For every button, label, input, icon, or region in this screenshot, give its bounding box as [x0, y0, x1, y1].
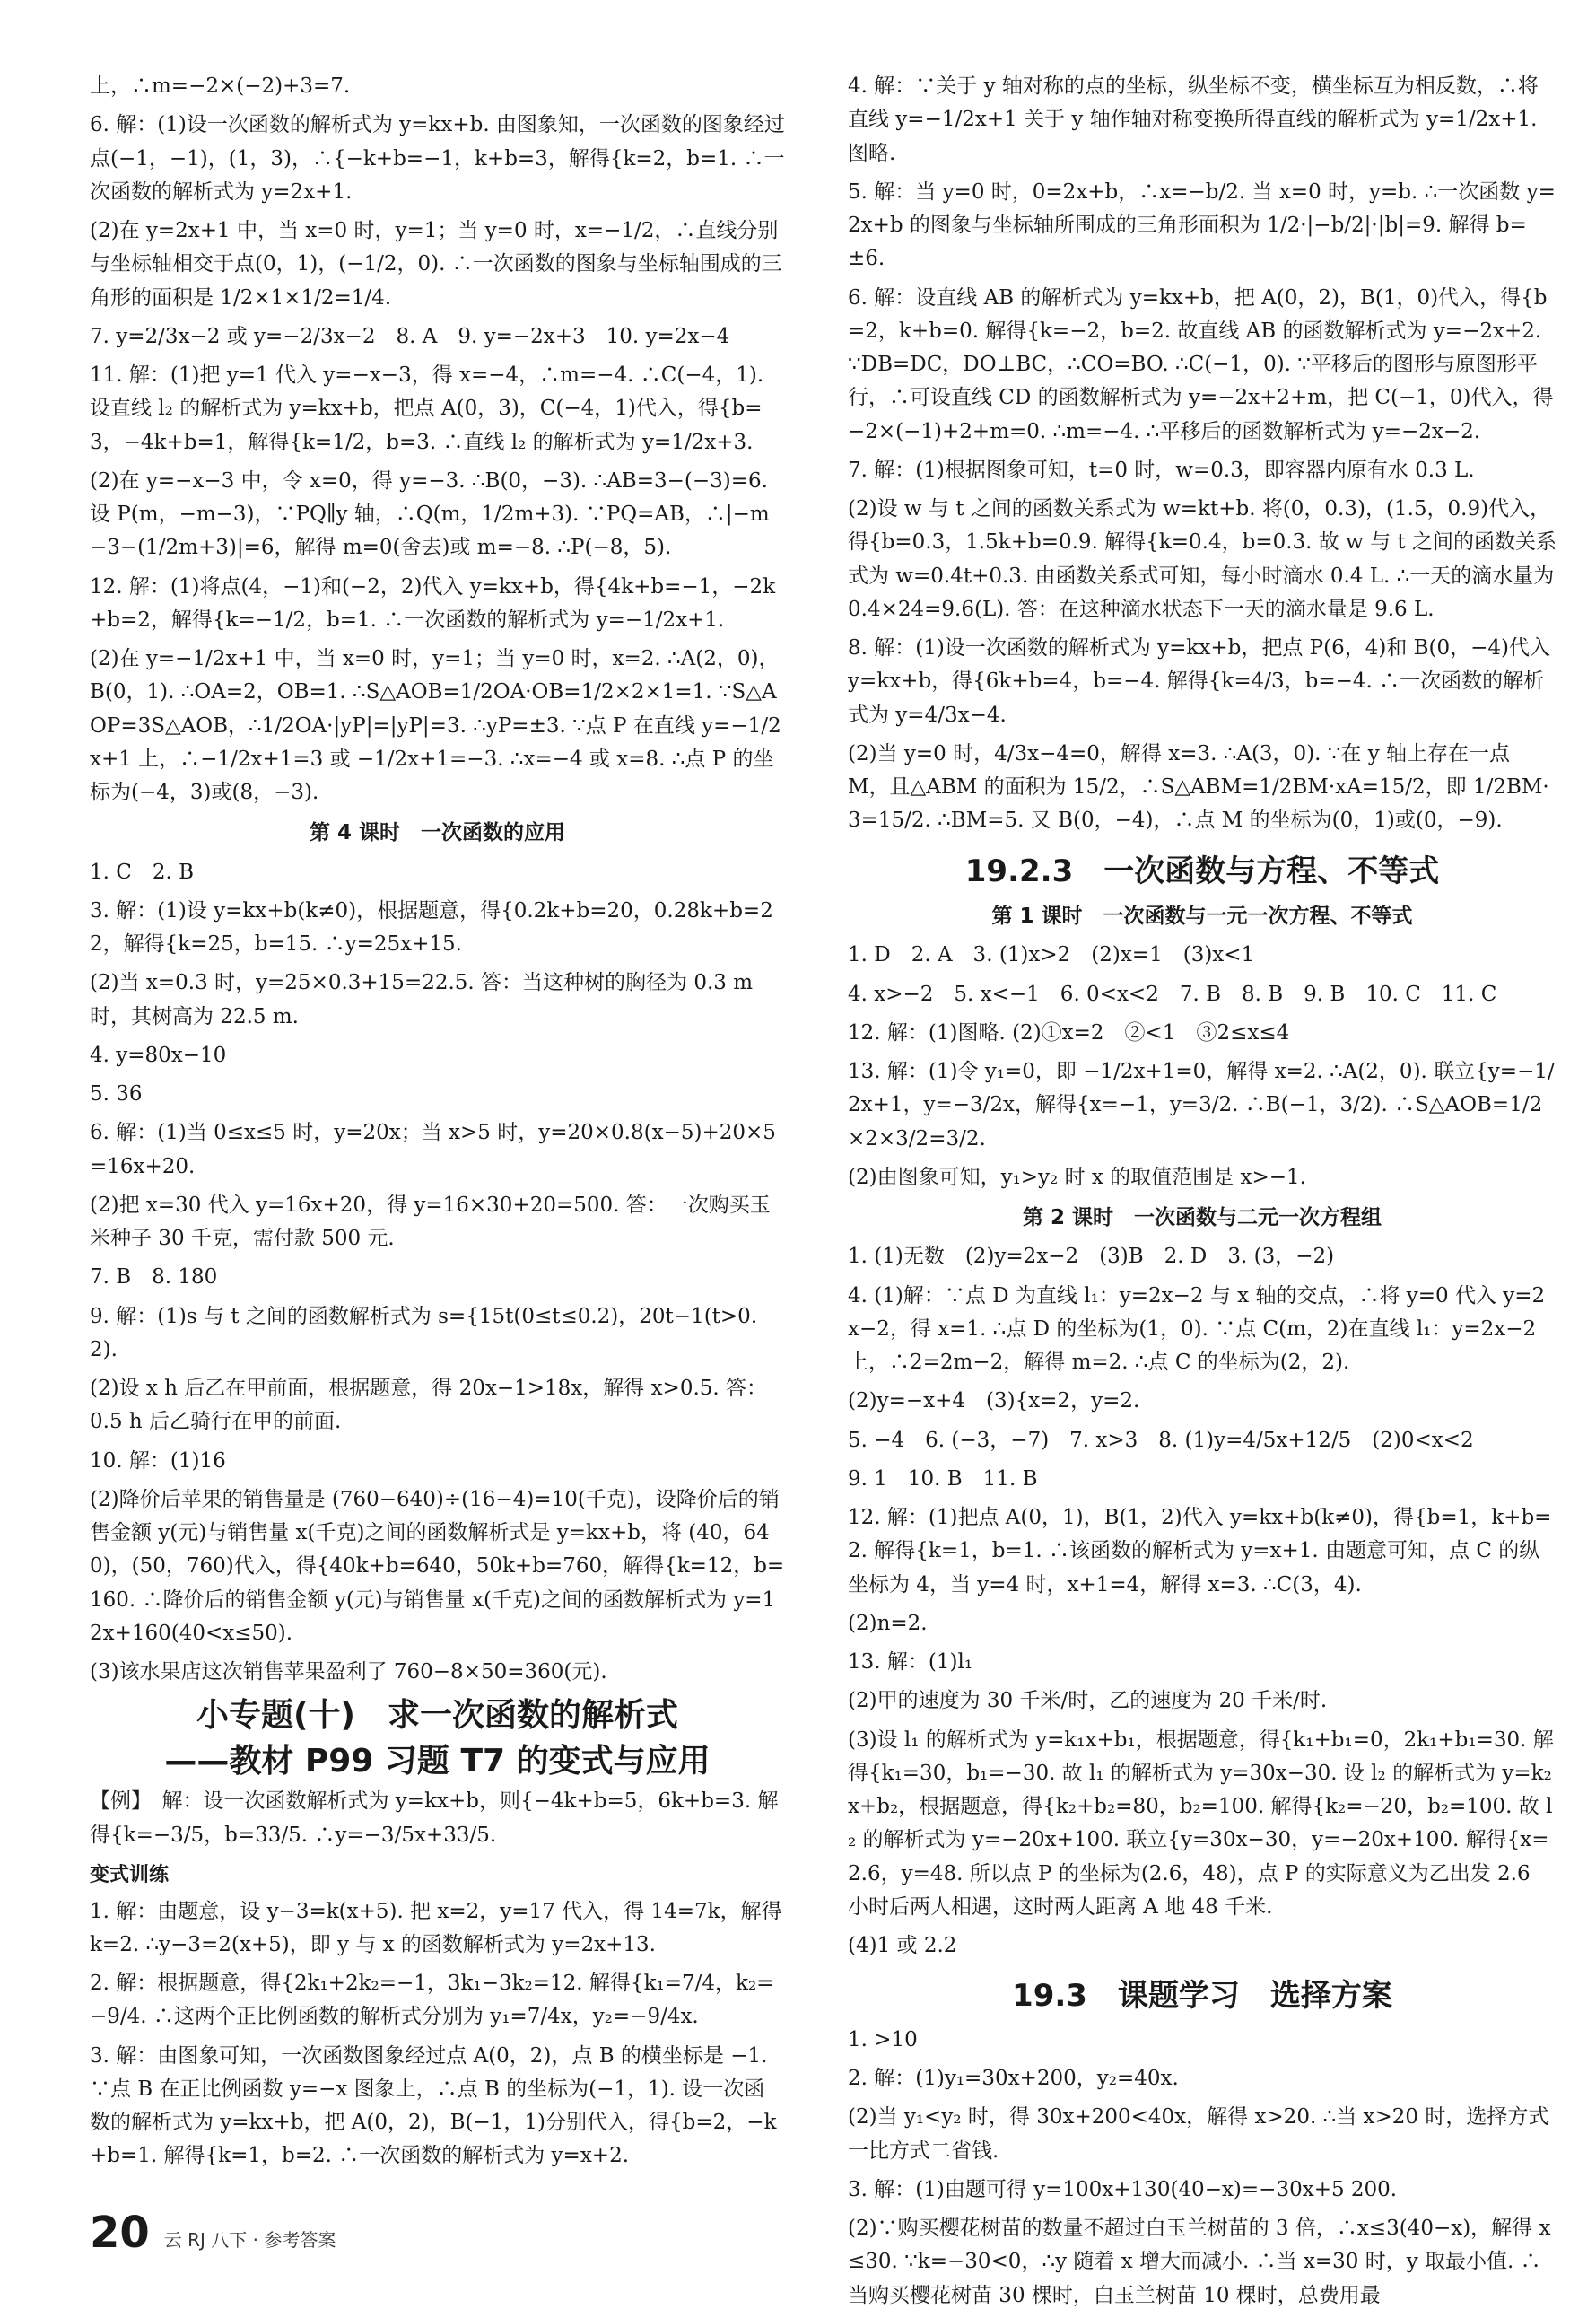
- answer-paragraph: 4. x>−2 5. x<−1 6. 0<x<2 7. B 8. B 9. B 10. C 11. C: [848, 982, 1497, 1006]
- answer-paragraph: 12. 解：(1)把点 A(0，1)，B(1，2)代入 y=kx+b(k≠0)，得{b=1，k+b=2. 解得{k=1，b=1. ∴该函数的解析式为 y=x+1. 由题意可知，点 C 的纵坐标为 4，当 y=4 时，x+1=4，解得 x=3. ∴C(3，4).: [848, 1506, 1552, 1596]
- answer-paragraph: 6. 解：设直线 AB 的解析式为 y=kx+b，把 A(0，2)，B(1，0)代入，得{b=2，k+b=0. 解得{k=−2，b=2. 故直线 AB 的函数解析式为 y=−2x+2. ∵DB=DC，DO⊥BC，∴CO=BO. ∴C(−1，0). ∵平移后的图形与原图形平行，∴可设直线 CD 的函数解析式为 y=−2x+2+m，把 C(−1，0)代入，得 −2×(−1)+2+m=0. ∴m=−4. ∴平移后的函数解析式为 y=−2x−2.: [848, 285, 1560, 443]
- answer-paragraph: 9. 1 10. B 11. B: [848, 1466, 1038, 1491]
- answer-paragraph: 11. 解：(1)把 y=1 代入 y=−x−3，得 x=−4，∴m=−4. ∴C(−4，1). 设直线 l₂ 的解析式为 y=kx+b，把点 A(0，3)，C(−4，1)代入，得{b=3，−4k+b=1，解得{k=1/2，b=3. ∴直线 l₂ 的解析式为 y=1/2x+3.: [90, 363, 771, 454]
- answer-paragraph: 上，∴m=−2×(−2)+3=7.: [90, 74, 351, 98]
- section-title: 19.2.3 一次函数与方程、不等式: [964, 853, 1440, 889]
- answer-paragraph: (2)设 w 与 t 之间的函数关系式为 w=kt+b. 将(0，0.3)，(1.5，0.9)代入，得{b=0.3，1.5k+b=0.9. 解得{k=0.4，b=0.3. 故 w 与 t 之间的函数关系式为 w=0.4t+0.3. 由函数关系式可知，每小时滴水 0.4 L. ∴一天的滴水量为 0.4×24=9.6(L). 答：在这种滴水状态下一天的滴水量是 9.6 L.: [848, 497, 1561, 621]
- page-number: 20: [90, 2208, 150, 2258]
- page-footer: [90, 2208, 336, 2258]
- answer-paragraph: 8. 解：(1)设一次函数的解析式为 y=kx+b，把点 P(6，4)和 B(0，−4)代入 y=kx+b，得{6k+b=4，b=−4. 解得{k=4/3，b=−4. ∴一次函数的解析式为 y=4/3x−4.: [848, 636, 1557, 727]
- answer-paragraph: 1. C 2. B: [90, 860, 195, 884]
- answer-paragraph: 1. 解：由题意，设 y−3=k(x+5). 把 x=2，y=17 代入，得 14=7k，解得 k=2. ∴y−3=2(x+5)，即 y 与 x 的函数解析式为 y=2x+13.: [90, 1899, 789, 1956]
- answer-paragraph: 7. y=2/3x−2 或 y=−2/3x−2 8. A 9. y=−2x+3 10. y=2x−4: [90, 324, 730, 348]
- footer-label: 云 RJ 八下 · 参考答案: [163, 2228, 336, 2251]
- answer-paragraph: 2. 解：根据题意，得{2k₁+2k₂=−1，3k₁−3k₂=12. 解得{k₁=7/4，k₂=−9/4. ∴这两个正比例函数的解析式分别为 y₁=7/4x，y₂=−9/4x.: [90, 1972, 774, 2029]
- lesson-heading: 第 4 课时 一次函数的应用: [309, 821, 566, 845]
- answer-paragraph: 3. 解：(1)由题可得 y=100x+130(40−x)=−30x+5 200.: [848, 2177, 1398, 2201]
- answer-paragraph: 7. B 8. 180: [90, 1265, 218, 1290]
- answer-paragraph: (2)甲的速度为 30 千米/时，乙的速度为 20 千米/时.: [848, 1689, 1328, 1713]
- answer-paragraph: 1. D 2. A 3. (1)x>2 (2)x=1 (3)x<1: [848, 943, 1255, 967]
- answer-paragraph: 4. (1)解：∵点 D 为直线 l₁：y=2x−2 与 x 轴的交点，∴将 y=0 代入 y=2x−2，得 x=1. ∴点 D 的坐标为(1，0). ∵点 C(m，2)在直线 l₁：y=2x−2 上，∴2=2m−2，解得 m=2. ∴点 C 的坐标为(2，2).: [848, 1283, 1546, 1375]
- special-topic-subtitle: ——教材 P99 习题 T7 的变式与应用: [164, 1742, 711, 1780]
- answer-paragraph: (2)降价后苹果的销售量是 (760−640)÷(16−4)=10(千克)，设降价后的销售金额 y(元)与销售量 x(千克)之间的函数解析式是 y=kx+b，将 (40，640)，(50，760)代入，得{40k+b=640，50k+b=760，解得{k=12，b=160. ∴降价后的销售金额 y(元)与销售量 x(千克)之间的函数解析式为 y=12x+160(40<x≤50).: [90, 1487, 785, 1645]
- answer-paragraph: (2)n=2.: [848, 1611, 928, 1635]
- answer-paragraph: (4)1 或 2.2: [848, 1934, 957, 1958]
- special-topic-title: 小专题(十) 求一次函数的解析式: [196, 1697, 678, 1735]
- answer-paragraph: 6. 解：(1)设一次函数的解析式为 y=kx+b. 由图象知，一次函数的图象经过点(−1，−1)，(1，3)，∴{−k+b=−1，k+b=3，解得{k=2，b=1. ∴一次函数的解析式为 y=2x+1.: [90, 113, 785, 204]
- left-column: [90, 70, 789, 2179]
- section-title: 19.3 课题学习 选择方案: [1012, 1978, 1392, 2015]
- answer-paragraph: 3. 解：由图象可知，一次函数图象经过点 A(0，2)，点 B 的横坐标是 −1. ∵点 B 在正比例函数 y=−x 图象上，∴点 B 的坐标为(−1，1). 设一次函数的解析式为 y=kx+b，把 A(0，2)，B(−1，1)分别代入，得{b=2，−k+b=1. 解得{k=1，b=2. ∴一次函数的解析式为 y=x+2.: [90, 2043, 777, 2168]
- answer-paragraph: (2)在 y=2x+1 中，当 x=0 时，y=1；当 y=0 时，x=−1/2，∴直线分别与坐标轴相交于点(0，1)，(−1/2，0). ∴一次函数的图象与坐标轴围成的三角形的面积是 1/2×1×1/2=1/4.: [90, 219, 782, 310]
- answer-paragraph: 9. 解：(1)s 与 t 之间的函数解析式为 s={15t(0≤t≤0.2)，20t−1(t>0.2).: [90, 1304, 758, 1361]
- answer-paragraph: 5. 解：当 y=0 时，0=2x+b，∴x=−b/2. 当 x=0 时，y=b. ∴一次函数 y=2x+b 的图象与坐标轴所围成的三角形面积为 1/2·|−b/2|·|b|=9. 解得 b=±6.: [848, 179, 1556, 271]
- answer-paragraph: (3)该水果店这次销售苹果盈利了 760−8×50=360(元).: [90, 1660, 607, 1684]
- answer-paragraph: 13. 解：(1)令 y₁=0，即 −1/2x+1=0，解得 x=2. ∴A(2，0). 联立{y=−1/2x+1，y=−3/2x，解得{x=−1，y=3/2. ∴B(−1，3/2). ∴S△AOB=1/2×2×3/2=3/2.: [848, 1060, 1555, 1150]
- answer-paragraph: (2)当 y=0 时，4/3x−4=0，解得 x=3. ∴A(3，0). ∵在 y 轴上存在一点 M，且△ABM 的面积为 15/2，∴S△ABM=1/2BM·xA=15/2，即 1/2BM·3=15/2. ∴BM=5. 又 B(0，−4)，∴点 M 的坐标为(0，1)或(0，−9).: [848, 741, 1549, 833]
- answer-paragraph: 2. 解：(1)y₁=30x+200，y₂=40x.: [848, 2067, 1179, 2091]
- answer-paragraph: 6. 解：(1)当 0≤x≤5 时，y=20x；当 x>5 时，y=20×0.8(x−5)+20×5=16x+20.: [90, 1121, 776, 1178]
- answer-paragraph: 12. 解：(1)图略. (2)①x=2 ②<1 ③2≤x≤4: [848, 1020, 1290, 1045]
- answer-paragraph: 12. 解：(1)将点(4，−1)和(−2，2)代入 y=kx+b，得{4k+b=−1，−2k+b=2，解得{k=−1/2，b=1. ∴一次函数的解析式为 y=−1/2x+1.: [90, 574, 776, 632]
- answer-paragraph: (2)在 y=−1/2x+1 中，当 x=0 时，y=1；当 y=0 时，x=2. ∴A(2，0)，B(0，1). ∴OA=2，OB=1. ∴S△AOB=1/2OA·OB=1/2×2×1=1. ∵S△AOP=3S△AOB，∴1/2OA·|yP|=|yP|=3. ∴yP=±3. ∵点 P 在直线 y=−1/2x+1 上，∴−1/2x+1=3 或 −1/2x+1=−3. ∴x=−4 或 x=8. ∴点 P 的坐标为(−4，3)或(8，−3).: [90, 647, 781, 804]
- answer-paragraph: (2)把 x=30 代入 y=16x+20，得 y=16×30+20=500. 答：一次购买玉米种子 30 千克，需付款 500 元.: [90, 1193, 771, 1250]
- answer-paragraph: 4. 解：∵关于 y 轴对称的点的坐标，纵坐标不变，横坐标互为相反数，∴将直线 y=−1/2x+1 关于 y 轴作轴对称变换所得直线的解析式为 y=1/2x+1. 图略.: [848, 74, 1544, 165]
- lesson-heading: 第 2 课时 一次函数与二元一次方程组: [1022, 1206, 1382, 1230]
- answer-paragraph: (2)由图象可知，y₁>y₂ 时 x 的取值范围是 x>−1.: [848, 1165, 1306, 1189]
- answer-paragraph: (2)∵购买樱花树苗的数量不超过白玉兰树苗的 3 倍，∴x≤3(40−x)，解得 x≤30. ∵k=−30<0，∴y 随着 x 增大而减小. ∴当 x=30 时，y 取最小值. ∴当购买樱花树苗 30 棵时，白玉兰树苗 10 棵时，总费用最: [848, 2217, 1551, 2307]
- answer-paragraph: 7. 解：(1)根据图象可知，t=0 时，w=0.3，即容器内原有水 0.3 L.: [848, 458, 1475, 482]
- answer-paragraph: (2)在 y=−x−3 中，令 x=0，得 y=−3. ∴B(0，−3). ∴AB=3−(−3)=6. 设 P(m，−m−3)，∵PQ∥y 轴，∴Q(m，1/2m+3). ∵PQ=AB，∴|−m−3−(1/2m+3)|=6，解得 m=0(舍去)或 m=−8. ∴P(−8，5).: [90, 468, 775, 560]
- answer-paragraph: (2)y=−x+4 (3){x=2，y=2.: [848, 1389, 1140, 1413]
- answer-paragraph: 5. 36: [90, 1082, 143, 1106]
- answer-paragraph: (2)当 x=0.3 时，y=25×0.3+15=22.5. 答：当这种树的胸径为 0.3 m 时，其树高为 22.5 m.: [90, 971, 760, 1028]
- answer-paragraph: 10. 解：(1)16: [90, 1448, 226, 1473]
- answer-paragraph: (2)设 x h 后乙在甲前面，根据题意，得 20x−1>18x，解得 x>0.5. 答：0.5 h 后乙骑行在甲的前面.: [90, 1377, 768, 1434]
- answer-paragraph: 1. >10: [848, 2027, 918, 2051]
- answer-paragraph: 1. (1)无数 (2)y=2x−2 (3)B 2. D 3. (3，−2): [848, 1245, 1335, 1269]
- answer-paragraph: 13. 解：(1)l₁: [848, 1650, 973, 1675]
- variant-heading: 变式训练: [90, 1863, 170, 1886]
- answer-paragraph: 5. −4 6. (−3，−7) 7. x>3 8. (1)y=4/5x+12/5 (2)0<x<2: [848, 1428, 1474, 1452]
- answer-paragraph: (3)设 l₁ 的解析式为 y=k₁x+b₁，根据题意，得{k₁+b₁=0，2k₁+b₁=30. 解得{k₁=30，b₁=−30. 故 l₁ 的解析式为 y=30x−30. 设 l₂ 的解析式为 y=k₂x+b₂，根据题意，得{k₂+b₂=80，b₂=100. 解得{k₂=−20，b₂=100. 故 l₂ 的解析式为 y=−20x+100. 联立{y=30x−30，y=−20x+100. 解得{x=2.6，y=48. 所以点 P 的坐标为(2.6，48)，点 P 的实际意义为乙出发 2.6 小时后两人相遇，这时两人距离 A 地 48 千米.: [848, 1728, 1554, 1919]
- answer-paragraph: 【例】 解：设一次函数解析式为 y=kx+b，则{−4k+b=5，6k+b=3. 解得{k=−3/5，b=33/5. ∴y=−3/5x+33/5.: [90, 1789, 779, 1847]
- answer-paragraph: (2)当 y₁<y₂ 时，得 30x+200<40x，解得 x>20. ∴当 x>20 时，选择方式一比方式二省钱.: [848, 2105, 1549, 2163]
- answer-paragraph: 4. y=80x−10: [90, 1043, 227, 1067]
- right-column: [848, 70, 1561, 2318]
- lesson-heading: 第 1 课时 一次函数与一元一次方程、不等式: [991, 905, 1413, 929]
- answer-paragraph: 3. 解：(1)设 y=kx+b(k≠0)，根据题意，得{0.2k+b=20，0.28k+b=22，解得{k=25，b=15. ∴y=25x+15.: [90, 898, 773, 956]
